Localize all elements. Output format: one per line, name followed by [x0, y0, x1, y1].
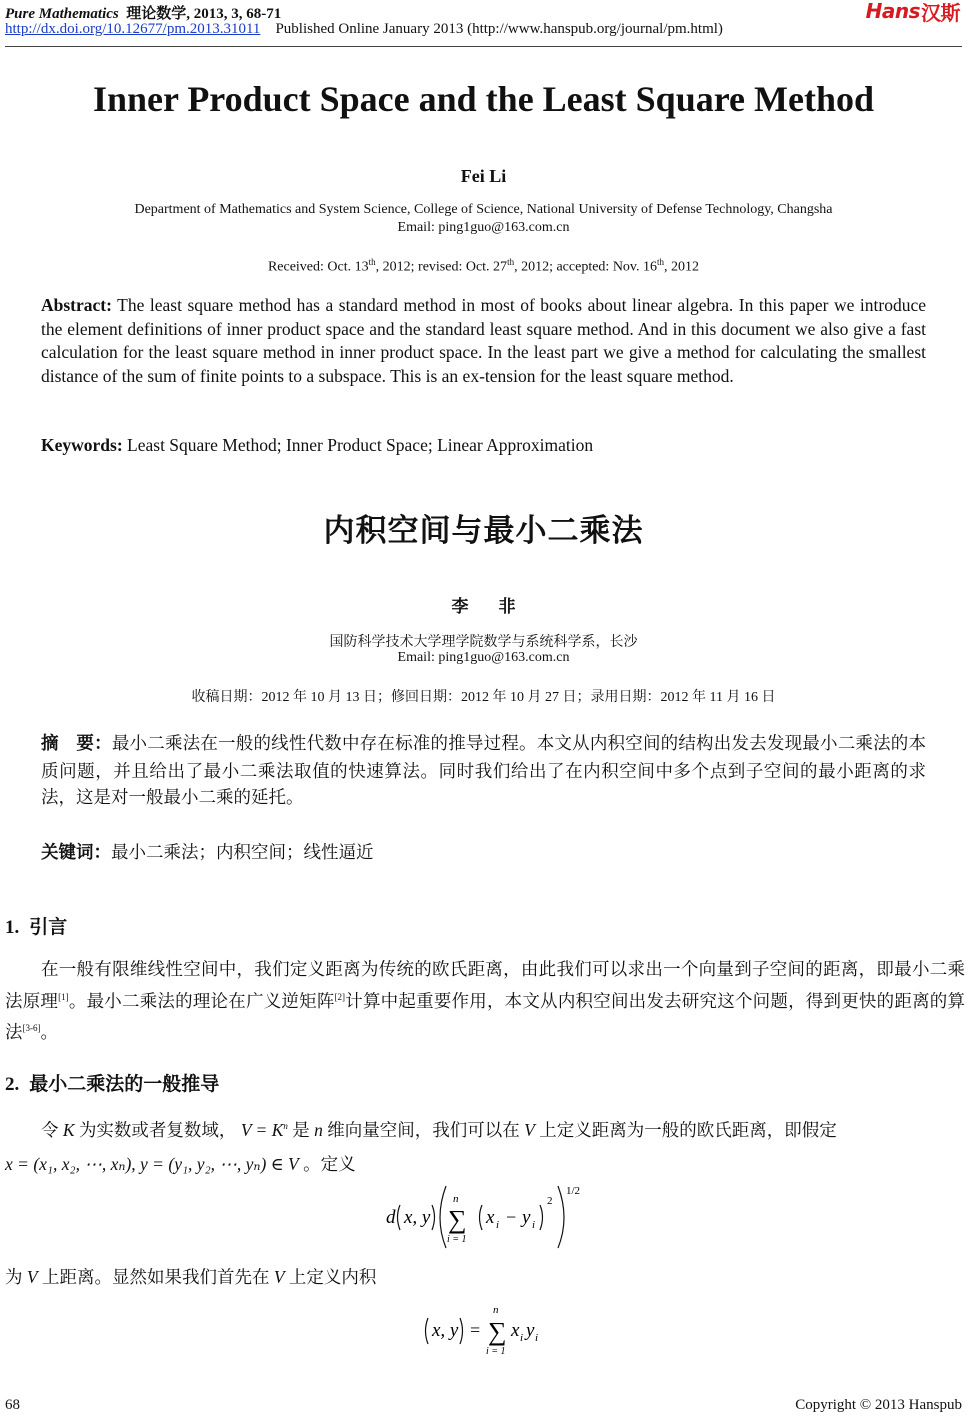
email-en: Email: ping1guo@163.com.cn [397, 220, 570, 235]
author-cn: 李 非 [451, 597, 528, 617]
eq2-lhs: x, y [432, 1320, 459, 1341]
paper-title-cn: 内积空间与最小二乘法 [323, 513, 644, 549]
eq1-x: x [486, 1207, 495, 1228]
citation-ref[interactable]: [3-6] [22, 1022, 41, 1033]
abstract-cn-label: 摘 要： [41, 734, 112, 754]
author-en: Fei Li [460, 166, 507, 186]
journal-header [5, 0, 962, 52]
eq1-paren-left [398, 1205, 401, 1230]
keywords-text: Least Square Method; Inner Product Space; Linear Approximation [127, 435, 594, 455]
eq1-sum: ∑ [448, 1205, 467, 1234]
copyright: Copyright © 2013 Hanspub [795, 1397, 962, 1413]
intro-paragraph: 在一般有限维线性空间中，我们定义距离为传统的欧氏距离，由此我们可以求出一个向量到子空间的距离，即最小二乘法原理[1]。最小二乘法的理论在广义逆矩阵[2]计算中起重要作用，本文从内积空间出发去研究这个问题，得到更快的距离的算法[3-6]。 [5, 959, 965, 1042]
keywords-en [41, 435, 926, 456]
eq1-y: y [522, 1207, 531, 1228]
affiliation-en: Department of Mathematics and System Science, College of Science, National University of Defense Technology, Changsha [134, 202, 833, 217]
journal-citation: Pure Mathematics 理论数学, 2013, 3, 68-71 [5, 6, 282, 22]
eq1-big-paren-left [440, 1186, 446, 1248]
eq1-d: d [386, 1207, 396, 1228]
dates-cn: 收稿日期：2012 年 10 月 13 日；修回日期：2012 年 10 月 27 日；录用日期：2012 年 11 月 16 日 [191, 690, 776, 705]
section-heading-derivation: 2. 最小二乘法的一般推导 [5, 1073, 220, 1095]
eq1-args: x, y [404, 1207, 431, 1228]
derivation-paragraph: 令 K 为实数或者复数域， $V = K^n$ 是 n 维向量空间，我们可以在 V 上定义距离为一般的欧氏距离，即假定 [41, 1119, 837, 1140]
keywords-cn [41, 839, 926, 864]
eq2-paren-right [460, 1318, 463, 1344]
abstract-cn-text: 最小二乘法在一般的线性代数中存在标准的推导过程。本文从内积空间的结构出发去发现最小二乘法的本质问题，并且给出了最小二乘法取值的快速算法。同时我们给出了在内积空间中多个点到子空间的最小距离的求法，这是对一般最小二乘的延托。 [41, 733, 927, 807]
citation-ref[interactable]: [1] [58, 991, 69, 1002]
citation-ref[interactable]: [2] [334, 991, 346, 1002]
eq1-big-paren-right [558, 1186, 564, 1248]
paper-title-en: Inner Product Space and the Least Square Method [92, 79, 875, 119]
eq1-power-2: 2 [547, 1195, 553, 1207]
doi-line [5, 21, 723, 38]
eq2-lower: i = 1 [486, 1346, 506, 1357]
keywords-cn-text: 最小二乘法；内积空间；线性逼近 [111, 842, 374, 862]
abstract-text: The least square method has a standard method in most of books about linear algebra. In this paper we introduce the element definitions of inner product space and the standard least square method. And in this document we also give a fast calculation for the least square method in inner product space. In the least part we give a method for calculating the smallest distance of the sum of finite points to a subspace. This is an ex-tension for the least square method. [41, 295, 926, 386]
abstract-label: Abstract: [41, 295, 112, 315]
eq1-minus: − [506, 1207, 517, 1227]
eq2-paren-left [426, 1318, 429, 1344]
eq1-sub-y: i [532, 1219, 536, 1231]
hanspub-logo: Hans 汉斯 [865, 0, 960, 25]
keywords-label: Keywords: [41, 435, 123, 455]
eq1-sub-x: i [496, 1219, 500, 1231]
page-number: 68 [5, 1397, 20, 1413]
eq1-paren-right [432, 1205, 435, 1230]
eq2-sum: ∑ [488, 1317, 507, 1346]
doi-link[interactable]: http://dx.doi.org/10.12677/pm.2013.31011 [5, 21, 261, 37]
inner-product-intro: 为 V 上距离。显然如果我们首先在 V 上定义内积 [5, 1267, 377, 1287]
inner-product-formula [420, 1298, 560, 1358]
publication-info: Published Online January 2013 (http://www.hanspub.org/journal/pm.html) [275, 21, 723, 37]
eq1-power-half: 1/2 [566, 1185, 581, 1197]
section-heading-intro: 1. 引言 [5, 916, 68, 938]
header-divider [5, 46, 962, 47]
eq2-sub-y: i [535, 1332, 539, 1344]
eq1-inner-paren-right [540, 1205, 543, 1230]
affiliation-cn: 国防科学技术大学理学院数学与系统科学系，长沙 [329, 635, 638, 650]
eq2-x: x [511, 1320, 520, 1341]
eq2-sub-x: i [520, 1332, 524, 1344]
eq1-inner-paren-left [480, 1205, 483, 1230]
eq2-equals: = [470, 1320, 481, 1340]
distance-formula [380, 1180, 600, 1250]
abstract-cn [41, 730, 926, 811]
eq1-upper: n [453, 1193, 459, 1205]
eq1-lower: i = 1 [447, 1234, 467, 1245]
keywords-cn-label: 关键词： [41, 843, 111, 863]
abstract-en [41, 294, 926, 388]
eq2-y: y [526, 1320, 535, 1341]
dates-en: Received: Oct. 13th, 2012; revised: Oct. 27th, 2012; accepted: Nov. 16th, 2012 [267, 257, 700, 275]
vector-definition: x = (x₁, x₂, ⋯, xₙ), y = (y₁, y₂, ⋯, yₙ) ∈ V 。定义 [5, 1154, 356, 1174]
eq2-upper: n [493, 1304, 499, 1316]
email-cn: Email: ping1guo@163.com.cn [397, 650, 570, 665]
